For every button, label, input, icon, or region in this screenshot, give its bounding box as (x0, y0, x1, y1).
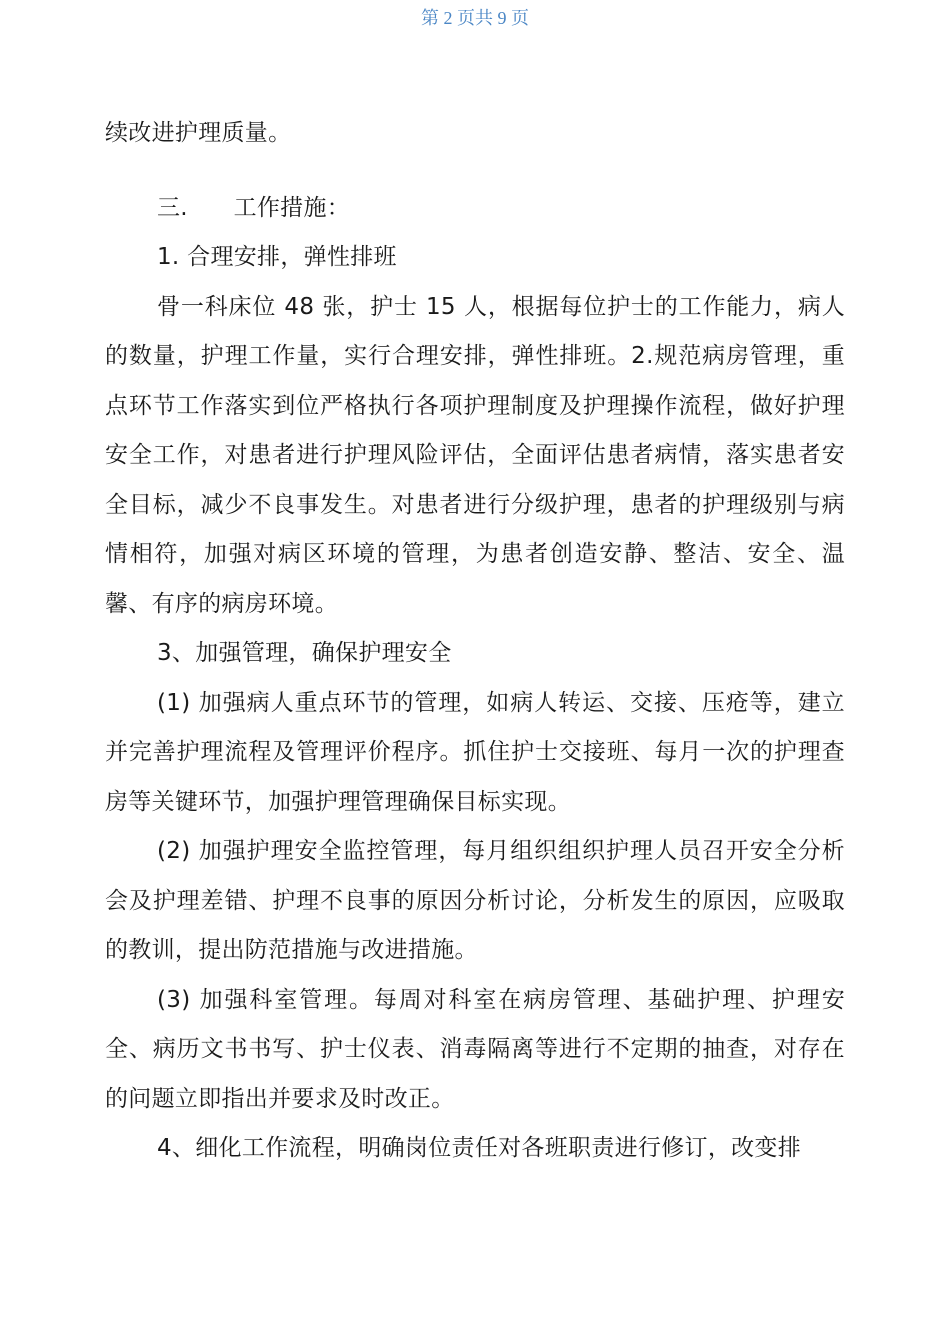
item1-paragraph: 骨一科床位 48 张，护士 15 人，根据每位护士的工作能力，病人的数量，护理工作量，实行合理安排，弹性排班。2.规范病房管理，重点环节工作落实到位严格执行各项护理制度及护理操作流程，做好护理安全工作，对患者进行护理风险评估，全面评估患者病情，落实患者安全目标，减少不良事发生。对患者进行分级护理，患者的护理级别与病情相符，加强对病区环境的管理，为患者创造安静、整洁、安全、温馨、有序的病房环境。 (105, 293, 845, 617)
item3-title: 3、加强管理，确保护理安全 (157, 640, 452, 666)
item1-title: 1. 合理安排，弹性排班 (157, 244, 397, 270)
paragraph-continued: 续改进护理质量。 (105, 120, 292, 146)
page-indicator: 第 2 页共 9 页 (421, 8, 529, 28)
section-heading: 三. 工作措施： (157, 194, 351, 221)
item4-paragraph: 4、细化工作流程，明确岗位责任对各班职责进行修订，改变排 (157, 1135, 802, 1161)
document-body (105, 109, 845, 1174)
item3-sub2-paragraph: (2) 加强护理安全监控管理，每月组织组织护理人员召开安全分析会及护理差错、护理不良事的原因分析讨论，分析发生的原因，应吸取的教训，提出防范措施与改进措施。 (105, 838, 845, 963)
item3-sub1-paragraph: (1) 加强病人重点环节的管理，如病人转运、交接、压疮等，建立并完善护理流程及管理评价程序。抓住护士交接班、每月一次的护理查房等关键环节，加强护理管理确保目标实现。 (105, 689, 845, 815)
item3-sub3-paragraph: (3) 加强科室管理。每周对科室在病房管理、基础护理、护理安全、病历文书书写、护士仪表、消毒隔离等进行不定期的抽查，对存在的问题立即指出并要求及时改正。 (105, 986, 845, 1112)
